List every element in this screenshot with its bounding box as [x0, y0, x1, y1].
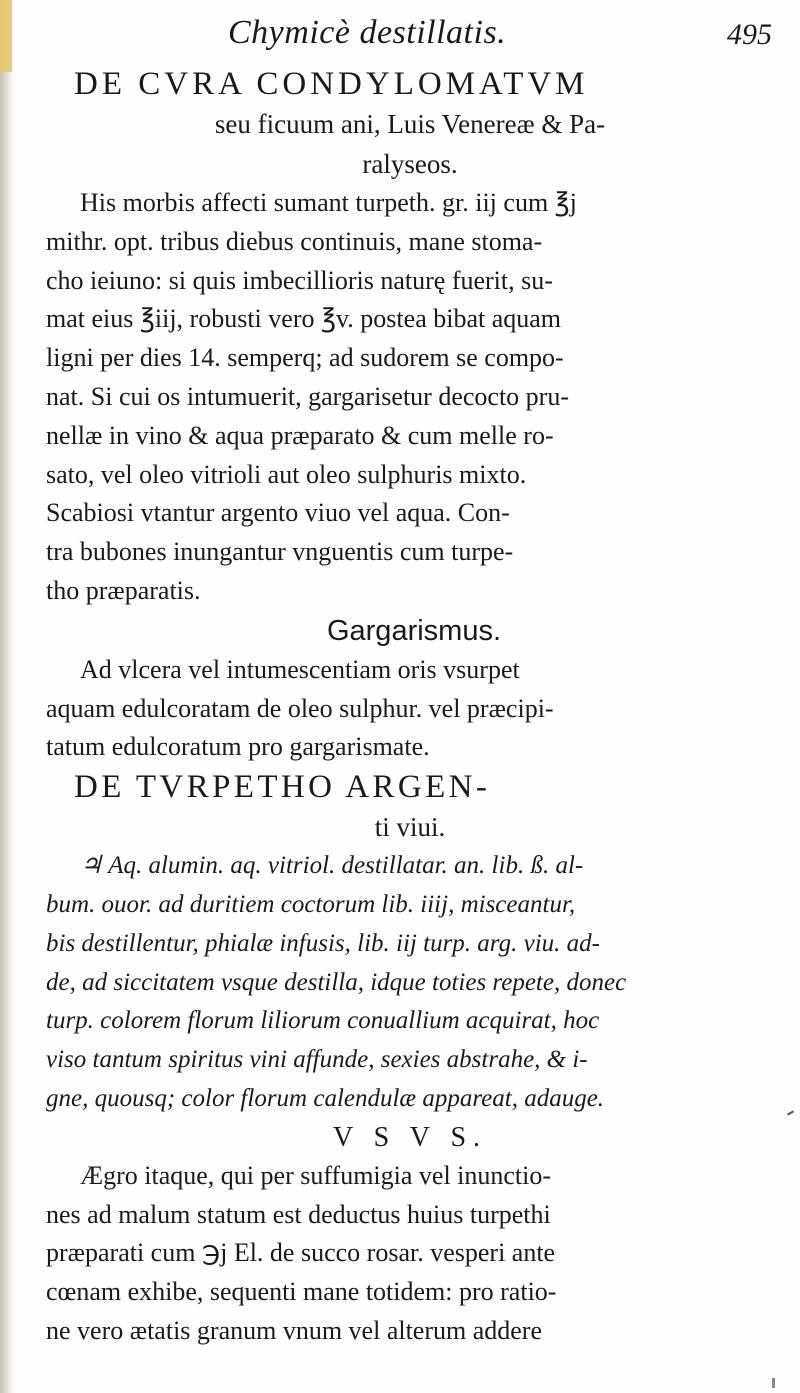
text-line: ne vero ætatis granum vnum vel alterum addere: [46, 1315, 543, 1345]
text-line: aquam edulcoratam de oleo sulphur. vel præcipi-: [46, 693, 554, 723]
paragraph-treatment: [46, 184, 774, 611]
text-line: de, ad siccitatem vsque destilla, idque toties repete, donec: [46, 968, 627, 996]
text-line: præparati cum ℈j El. de succo rosar. vesperi ante: [46, 1238, 556, 1268]
page-number: 495: [727, 18, 772, 51]
text-line: mat eius ℥iij, robusti vero ℥v. postea bibat aquam: [46, 304, 562, 334]
ink-dot: [772, 1378, 775, 1388]
heading-gargarismus: Gargarismus.: [326, 614, 502, 647]
text-line: ♃ Aq. alumin. aq. vitriol. destillatar. an. lib. ß. al-: [80, 852, 584, 880]
text-line: Scabiosi vtantur argento viuo vel aqua. Con-: [46, 498, 510, 528]
text-line: bum. ouor. ad duritiem coctorum lib. iiij, misceantur,: [46, 890, 576, 918]
binding-stain: [0, 0, 12, 72]
text-line: bis destillentur, phialæ infusis, lib. iij turp. arg. viu. ad-: [46, 929, 600, 957]
text-line: sato, vel oleo vitrioli aut oleo sulphuris mixto.: [46, 459, 527, 489]
paragraph-usus: [46, 1157, 774, 1351]
text-line: tra bubones inungantur vnguentis cum turpe-: [46, 537, 514, 567]
text-line: nellæ in vino & aqua præparato & cum melle ro-: [46, 420, 554, 450]
subtitle-line: ti viui.: [374, 812, 446, 843]
heading-de-turpetho: DE TVRPETHO ARGEN-: [74, 769, 491, 806]
text-line: mithr. opt. tribus diebus continuis, mane stoma-: [46, 226, 543, 256]
text-line: viso tantum spiritus vini affunde, sexies abstrahe, & i-: [46, 1046, 588, 1074]
text-line: His morbis affecti sumant turpeth. gr. iij cum ℥j: [80, 188, 577, 217]
text-block: [46, 6, 774, 1351]
running-title: Chymicè destillatis.: [228, 14, 507, 51]
text-line: tatum edulcoratum pro gargarismate.: [46, 732, 430, 762]
heading-de-cura-condylomatum: DE CVRA CONDYLOMATVM: [74, 66, 589, 102]
text-line: cœnam exhibe, sequenti mane totidem: pro ratio-: [46, 1277, 557, 1307]
text-line: Ad vlcera vel intumescentiam oris vsurpet: [80, 654, 520, 684]
paragraph-gargarismus: [46, 651, 774, 767]
text-line: cho ieiuno: si quis imbecillioris naturę fuerit, su-: [46, 265, 553, 295]
running-head: [46, 6, 774, 64]
text-line: nat. Si cui os intumuerit, gargarisetur decocto pru-: [46, 381, 569, 411]
text-line: ligni per dies 14. semperq; ad sudorem se compo-: [46, 343, 564, 373]
subtitle-line: seu ficuum ani, Luis Venereæ & Pa-: [214, 109, 606, 139]
heading-usus: V S V S.: [332, 1121, 488, 1153]
ink-mark: [787, 1110, 794, 1115]
text-line: gne, quousq; color florum calendulæ appareat, adauge.: [46, 1084, 605, 1112]
paragraph-recipe: [46, 847, 774, 1119]
text-line: nes ad malum statum est deductus huius turpethi: [46, 1199, 551, 1229]
text-line: Ægro itaque, qui per suffumigia vel inunctio-: [80, 1160, 552, 1190]
binding-edge: [0, 0, 14, 1393]
text-line: turp. colorem florum liliorum conuallium acquirat, hoc: [46, 1007, 600, 1035]
text-line: tho præparatis.: [46, 575, 201, 605]
subtitle-line: ralyseos.: [362, 149, 458, 179]
